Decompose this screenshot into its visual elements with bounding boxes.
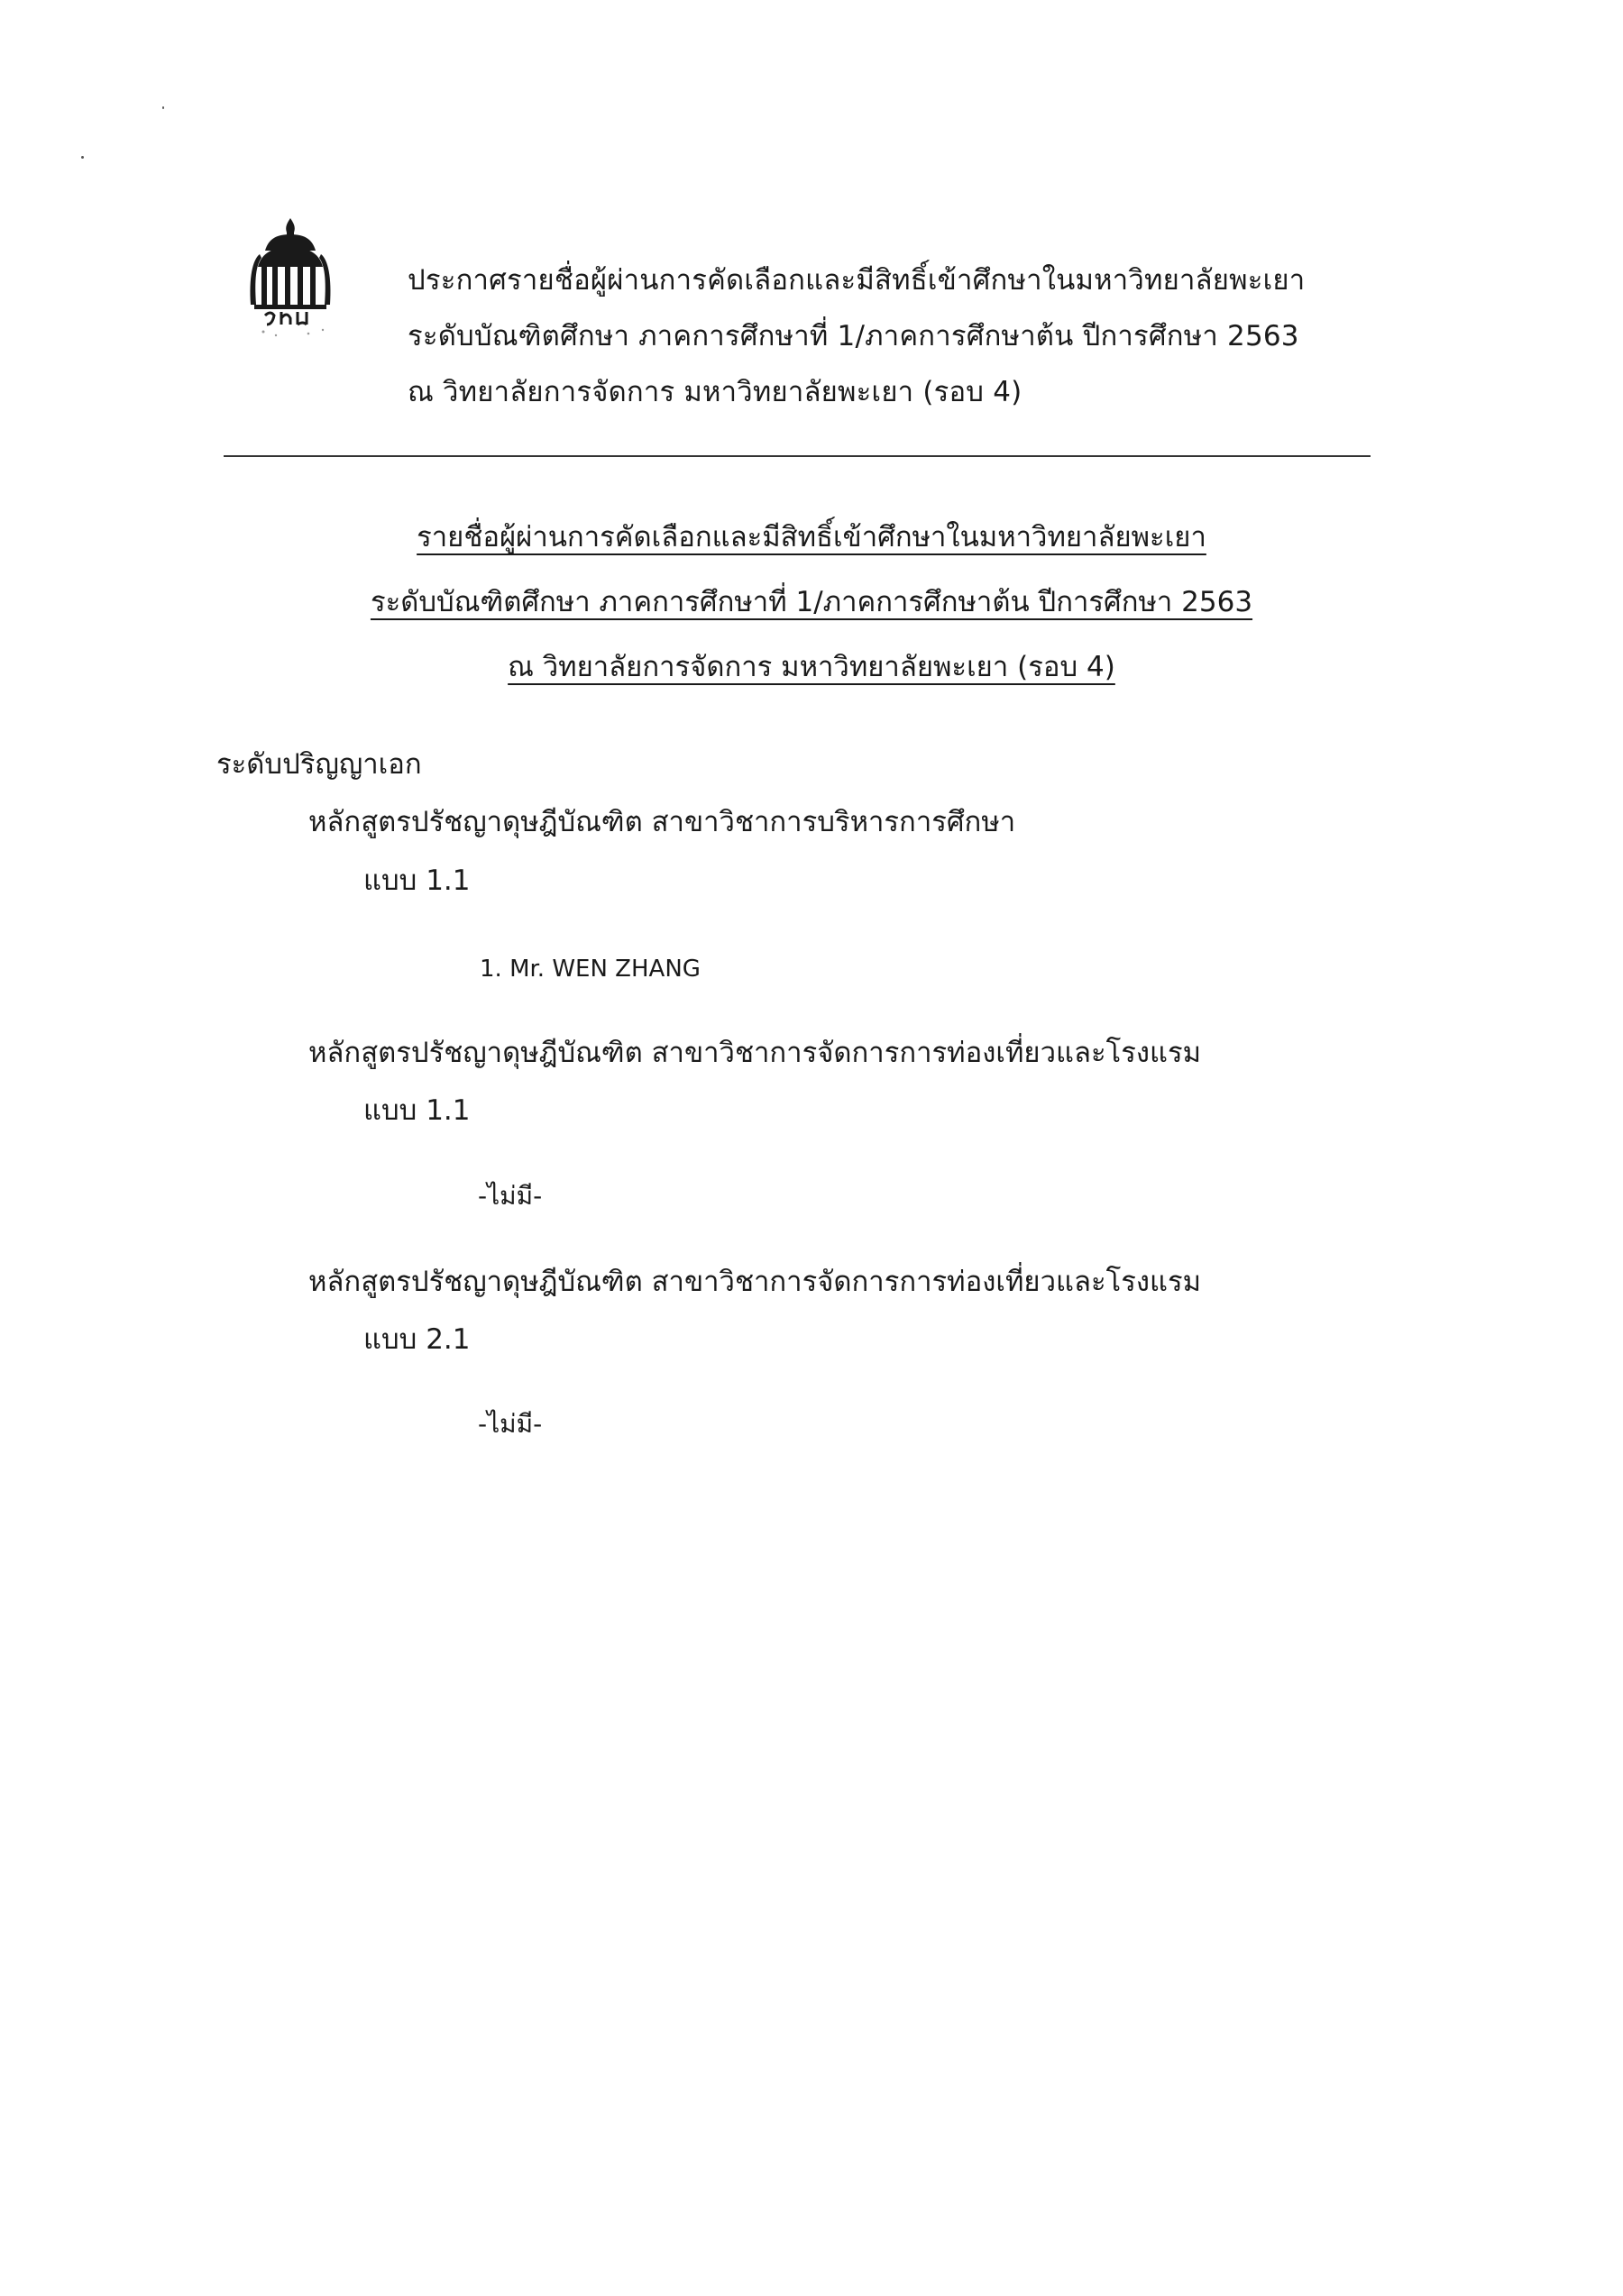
- degree-level-heading: ระดับปริญญาเอก: [216, 748, 422, 781]
- program-name: หลักสูตรปรัชญาดุษฎีบัณฑิต สาขาวิชาการบริหารการศึกษา: [308, 806, 1016, 838]
- program-plan: แบบ 1.1: [363, 1094, 471, 1127]
- program-plan: แบบ 1.1: [363, 864, 471, 897]
- title-line: รายชื่อผู้ผ่านการคัดเลือกและมีสิทธิ์เข้าศึกษาในมหาวิทยาลัยพะเยา: [417, 521, 1206, 553]
- scan-speck: [81, 156, 84, 159]
- header-line: ระดับบัณฑิตศึกษา ภาคการศึกษาที่ 1/ภาคการศึกษาต้น ปีการศึกษา 2563: [408, 320, 1299, 352]
- program-plan: แบบ 2.1: [363, 1323, 471, 1356]
- announcement-header: [408, 252, 1490, 420]
- title-line: ณ วิทยาลัยการจัดการ มหาวิทยาลัยพะเยา (รอบ 4): [508, 651, 1115, 683]
- document-title: [0, 505, 1623, 700]
- title-line: ระดับบัณฑิตศึกษา ภาคการศึกษาที่ 1/ภาคการศึกษาต้น ปีการศึกษา 2563: [370, 586, 1253, 618]
- program-name: หลักสูตรปรัชญาดุษฎีบัณฑิต สาขาวิชาการจัดการการท่องเที่ยวและโรงแรม: [308, 1037, 1202, 1069]
- student-entry: 1. Mr. WEN ZHANG: [480, 956, 701, 983]
- header-line: ณ วิทยาลัยการจัดการ มหาวิทยาลัยพะเยา (รอบ 4): [408, 376, 1022, 408]
- no-entry-text: -ไม่มี-: [478, 1181, 543, 1211]
- header-divider: [224, 455, 1371, 457]
- scan-speck: [162, 106, 164, 109]
- program-name: หลักสูตรปรัชญาดุษฎีบัณฑิต สาขาวิชาการจัดการการท่องเที่ยวและโรงแรม: [308, 1266, 1202, 1298]
- no-entry-text: -ไม่มี-: [478, 1409, 543, 1439]
- header-line: ประกาศรายชื่อผู้ผ่านการคัดเลือกและมีสิทธิ์เข้าศึกษาในมหาวิทยาลัยพะเยา: [408, 264, 1306, 297]
- university-emblem-icon: [245, 215, 335, 341]
